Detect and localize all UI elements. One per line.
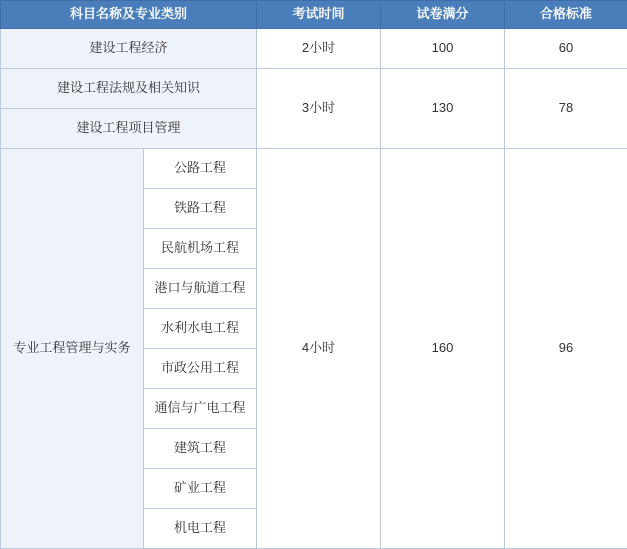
subject-economics: 建设工程经济: [1, 29, 257, 69]
specialty-item: 民航机场工程: [144, 229, 257, 269]
specialty-item: 公路工程: [144, 149, 257, 189]
table-header-row: [1, 1, 627, 29]
specialty-item: 机电工程: [144, 509, 257, 549]
pass-score-law-management: 78: [505, 69, 627, 149]
column-header-duration: 考试时间: [257, 1, 381, 29]
full-score-economics: 100: [381, 29, 505, 69]
specialty-item: 铁路工程: [144, 189, 257, 229]
pass-score-economics: 60: [505, 29, 627, 69]
specialty-item: 建筑工程: [144, 429, 257, 469]
table-body: [1, 29, 627, 549]
specialty-item: 港口与航道工程: [144, 269, 257, 309]
subject-practice-label: 专业工程管理与实务: [1, 149, 144, 549]
column-header-subject: 科目名称及专业类别: [1, 1, 257, 29]
full-score-practice: 160: [381, 149, 505, 549]
duration-practice: 4小时: [257, 149, 381, 549]
column-header-pass-score: 合格标准: [505, 1, 627, 29]
subject-law: 建设工程法规及相关知识: [1, 69, 257, 109]
specialty-item: 市政公用工程: [144, 349, 257, 389]
pass-score-practice: 96: [505, 149, 627, 549]
subject-project-management: 建设工程项目管理: [1, 109, 257, 149]
duration-law-management: 3小时: [257, 69, 381, 149]
table-header: [1, 1, 627, 29]
specialty-item: 通信与广电工程: [144, 389, 257, 429]
full-score-law-management: 130: [381, 69, 505, 149]
duration-economics: 2小时: [257, 29, 381, 69]
table-row: [1, 69, 627, 109]
specialty-item: 矿业工程: [144, 469, 257, 509]
specialty-item: 水利水电工程: [144, 309, 257, 349]
column-header-full-score: 试卷满分: [381, 1, 505, 29]
table-row: [1, 29, 627, 69]
table-row: [1, 149, 627, 189]
